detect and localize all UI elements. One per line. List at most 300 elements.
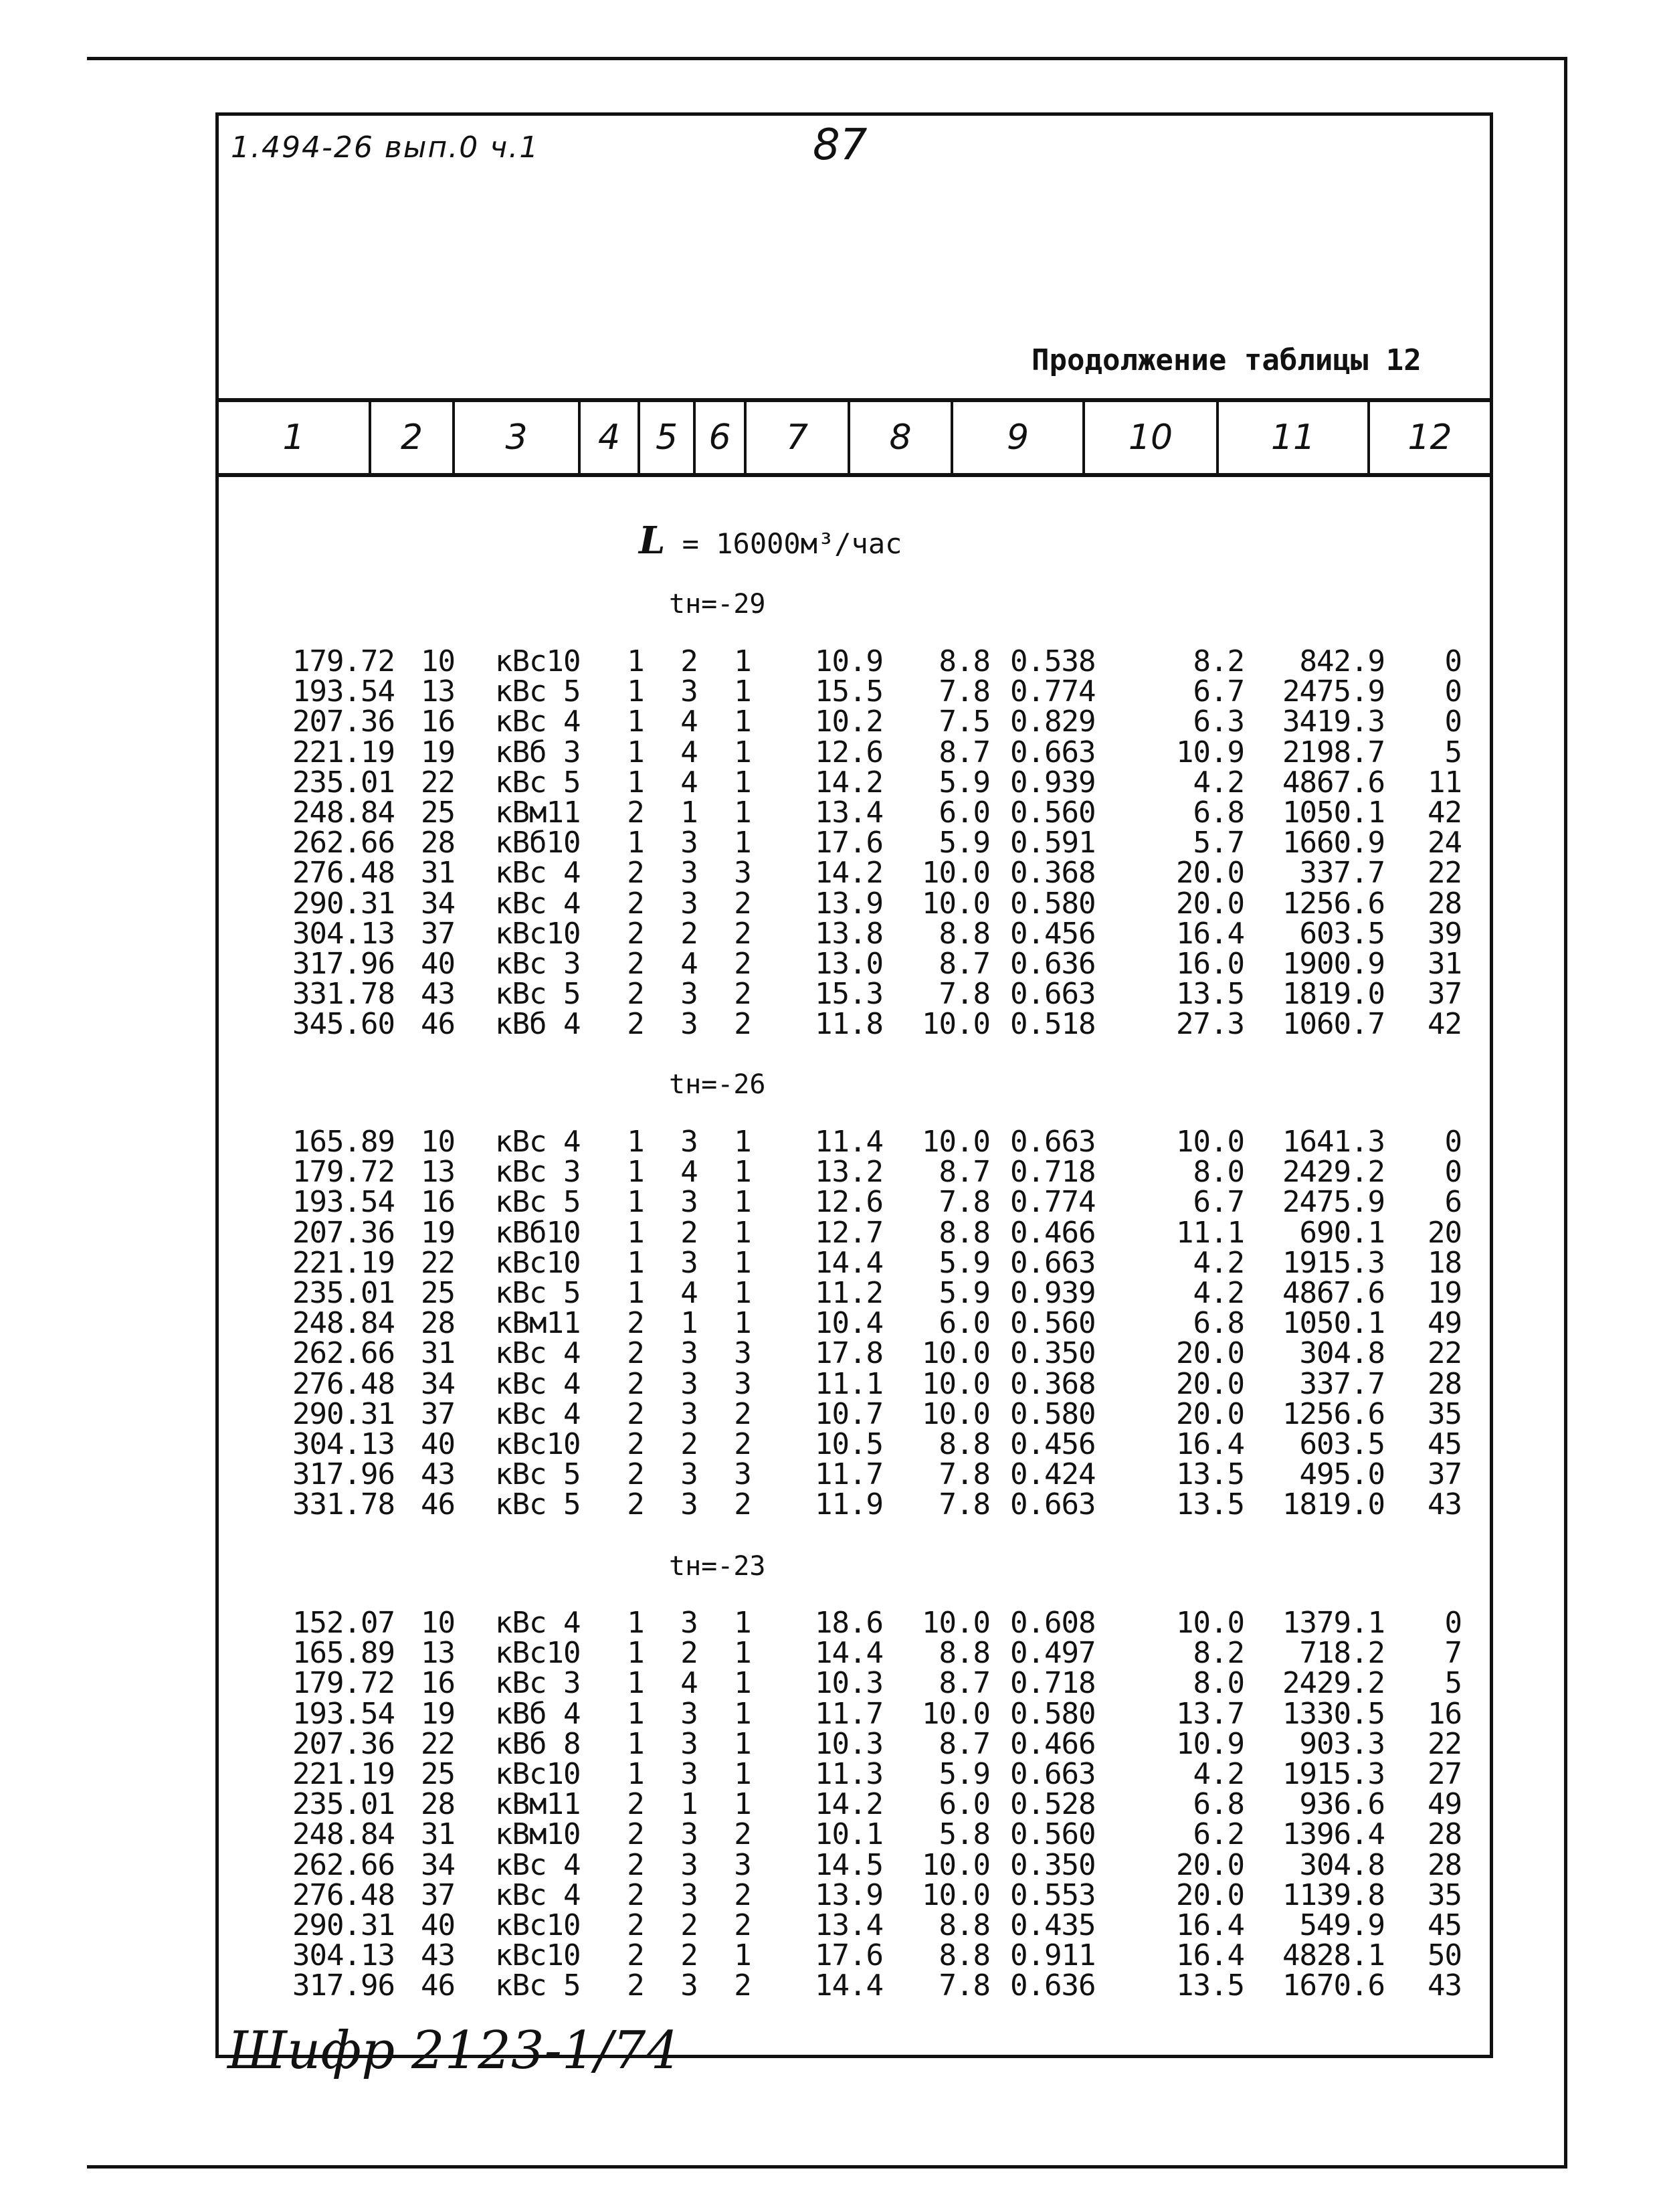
cell-col-3: кВс 4 — [495, 1125, 581, 1159]
cell-col-5: 3 — [680, 1245, 698, 1280]
cell-col-8: 6.0 — [939, 1306, 990, 1341]
cell-col-4: 2 — [627, 1336, 644, 1371]
cell-col-6: 1 — [734, 1757, 751, 1791]
cell-col-2: 10 — [421, 644, 455, 678]
cell-col-6: 1 — [734, 796, 751, 830]
cell-col-1: 276.48 — [292, 1366, 395, 1401]
cell-col-1: 235.01 — [292, 1276, 395, 1310]
cell-col-6: 2 — [734, 1817, 751, 1852]
cell-col-2: 40 — [421, 947, 455, 981]
cell-col-8: 7.8 — [939, 977, 990, 1012]
cell-col-6: 1 — [734, 644, 751, 678]
cell-col-4: 1 — [627, 644, 644, 678]
cell-col-3: кВб 8 — [495, 1726, 581, 1761]
cell-col-6: 3 — [734, 856, 751, 891]
cell-col-1: 193.54 — [292, 1185, 395, 1220]
cell-col-1: 248.84 — [292, 1817, 395, 1852]
cell-col-11: 549.9 — [1299, 1908, 1385, 1942]
cell-col-5: 2 — [680, 1938, 698, 1973]
cell-col-2: 31 — [421, 856, 455, 891]
section-label: tн=-29 — [669, 589, 766, 620]
cell-col-11: 936.6 — [1299, 1787, 1385, 1822]
cell-col-7: 10.9 — [815, 644, 883, 678]
cell-col-7: 14.4 — [815, 1636, 883, 1671]
cell-col-12: 45 — [1428, 1427, 1462, 1461]
cell-col-4: 2 — [627, 1908, 644, 1942]
table-row — [0, 1877, 1659, 1912]
cell-col-5: 3 — [680, 886, 698, 921]
cell-col-8: 7.8 — [939, 1968, 990, 2003]
cell-col-6: 1 — [734, 1787, 751, 1822]
cell-col-2: 16 — [421, 1185, 455, 1220]
table-row — [0, 1007, 1659, 1042]
cell-col-6: 2 — [734, 1396, 751, 1431]
cell-col-11: 1915.3 — [1282, 1245, 1385, 1280]
table-row — [0, 1817, 1659, 1852]
table-row — [0, 856, 1659, 891]
cell-col-2: 34 — [421, 1847, 455, 1882]
cell-col-5: 2 — [680, 1636, 698, 1671]
cell-col-3: кВс10 — [495, 1427, 581, 1461]
cell-col-6: 1 — [734, 826, 751, 860]
cell-col-10: 13.5 — [1176, 1457, 1244, 1492]
cell-col-10: 10.0 — [1176, 1125, 1244, 1159]
cell-col-2: 13 — [421, 674, 455, 709]
cell-col-12: 27 — [1428, 1757, 1462, 1791]
cell-col-7: 13.4 — [815, 796, 883, 830]
cell-col-11: 1060.7 — [1282, 1007, 1385, 1042]
cell-col-7: 17.6 — [815, 826, 883, 860]
cell-col-11: 1396.4 — [1282, 1817, 1385, 1852]
cell-col-11: 1379.1 — [1282, 1606, 1385, 1640]
cell-col-6: 1 — [734, 1666, 751, 1701]
cell-col-1: 165.89 — [292, 1636, 395, 1671]
cell-col-9: 0.636 — [1010, 947, 1096, 981]
cell-col-10: 20.0 — [1176, 1366, 1244, 1401]
cell-col-6: 1 — [734, 1636, 751, 1671]
cell-col-10: 10.9 — [1176, 735, 1244, 769]
cell-col-2: 25 — [421, 796, 455, 830]
cell-col-12: 49 — [1428, 1787, 1462, 1822]
cell-col-10: 4.2 — [1193, 765, 1244, 800]
cell-col-1: 317.96 — [292, 947, 395, 981]
cell-col-9: 0.456 — [1010, 916, 1096, 951]
cell-col-6: 1 — [734, 735, 751, 769]
cell-col-11: 4867.6 — [1282, 1276, 1385, 1310]
cell-col-2: 46 — [421, 1487, 455, 1522]
cell-col-1: 235.01 — [292, 765, 395, 800]
cell-col-11: 2429.2 — [1282, 1666, 1385, 1701]
cell-col-1: 317.96 — [292, 1457, 395, 1492]
cell-col-5: 2 — [680, 644, 698, 678]
cell-col-12: 45 — [1428, 1908, 1462, 1942]
cell-col-5: 2 — [680, 916, 698, 951]
cell-col-9: 0.663 — [1010, 1245, 1096, 1280]
cell-col-3: кВб 4 — [495, 1696, 581, 1731]
cell-col-1: 304.13 — [292, 1938, 395, 1973]
cell-col-8: 5.9 — [939, 826, 990, 860]
cell-col-9: 0.718 — [1010, 1666, 1096, 1701]
cell-col-12: 42 — [1428, 1007, 1462, 1042]
table-row — [0, 646, 1659, 676]
table-row — [0, 1396, 1659, 1431]
cell-col-1: 207.36 — [292, 705, 395, 739]
column-header-10: 10 — [1085, 402, 1219, 473]
section-label: tн=-26 — [669, 1069, 766, 1100]
cell-col-4: 2 — [627, 1968, 644, 2003]
cell-col-1: 331.78 — [292, 977, 395, 1012]
cell-col-8: 5.9 — [939, 1276, 990, 1310]
cell-col-7: 17.6 — [815, 1938, 883, 1973]
continuation-title: Продолжение таблицы 12 — [1032, 343, 1422, 377]
cell-col-12: 22 — [1428, 1726, 1462, 1761]
cell-col-10: 6.7 — [1193, 1185, 1244, 1220]
cell-col-4: 1 — [627, 1276, 644, 1310]
cell-col-11: 903.3 — [1299, 1726, 1385, 1761]
table-row — [0, 1726, 1659, 1761]
cell-col-10: 6.8 — [1193, 1306, 1244, 1341]
cell-col-9: 0.663 — [1010, 735, 1096, 769]
cell-col-3: кВс 4 — [495, 1366, 581, 1401]
table-row — [0, 1847, 1659, 1882]
cell-col-5: 3 — [680, 1726, 698, 1761]
cell-col-3: кВс 3 — [495, 1155, 581, 1190]
cell-col-12: 0 — [1444, 705, 1462, 739]
cell-col-6: 1 — [734, 1155, 751, 1190]
cell-col-6: 2 — [734, 1427, 751, 1461]
cell-col-11: 4867.6 — [1282, 765, 1385, 800]
column-header-12: 12 — [1407, 418, 1452, 458]
cell-col-3: кВб10 — [495, 1215, 581, 1250]
cell-col-4: 2 — [627, 1877, 644, 1912]
cell-col-4: 1 — [627, 826, 644, 860]
cell-col-2: 22 — [421, 765, 455, 800]
column-header-9: 9 — [953, 402, 1085, 473]
column-header-11: 11 — [1219, 402, 1370, 473]
cell-col-6: 1 — [734, 1938, 751, 1973]
cell-col-3: кВс 5 — [495, 1487, 581, 1522]
cell-col-1: 262.66 — [292, 1847, 395, 1882]
cell-col-3: кВс 4 — [495, 856, 581, 891]
cell-col-7: 15.5 — [815, 674, 883, 709]
cell-col-4: 2 — [627, 886, 644, 921]
cell-col-7: 10.7 — [815, 1396, 883, 1431]
cell-col-8: 10.0 — [922, 856, 990, 891]
cell-col-2: 19 — [421, 1215, 455, 1250]
cell-col-9: 0.560 — [1010, 1817, 1096, 1852]
cell-col-10: 20.0 — [1176, 1396, 1244, 1431]
cell-col-9: 0.580 — [1010, 886, 1096, 921]
cell-col-5: 4 — [680, 947, 698, 981]
cell-col-2: 19 — [421, 1696, 455, 1731]
cell-col-5: 3 — [680, 826, 698, 860]
cell-col-9: 0.350 — [1010, 1847, 1096, 1882]
cell-col-3: кВм11 — [495, 796, 581, 830]
cell-col-7: 12.6 — [815, 735, 883, 769]
cell-col-2: 13 — [421, 1636, 455, 1671]
column-header-row — [219, 398, 1490, 477]
cell-col-8: 5.9 — [939, 1245, 990, 1280]
column-header-1: 1 — [219, 402, 371, 473]
table-row — [0, 1787, 1659, 1822]
table-row — [0, 1306, 1659, 1341]
cell-col-2: 37 — [421, 916, 455, 951]
cell-col-2: 13 — [421, 1155, 455, 1190]
cell-col-9: 0.591 — [1010, 826, 1096, 860]
cell-col-5: 4 — [680, 1276, 698, 1310]
cell-col-8: 8.7 — [939, 1666, 990, 1701]
cell-col-1: 331.78 — [292, 1487, 395, 1522]
column-header-2: 2 — [371, 402, 455, 473]
table-row — [0, 828, 1659, 858]
cell-col-8: 10.0 — [922, 1606, 990, 1640]
cell-col-2: 28 — [421, 1787, 455, 1822]
cell-col-5: 3 — [680, 1757, 698, 1791]
cell-col-3: кВс 3 — [495, 947, 581, 981]
cell-col-1: 345.60 — [292, 1007, 395, 1042]
cell-col-3: кВб 4 — [495, 1007, 581, 1042]
cell-col-1: 221.19 — [292, 1757, 395, 1791]
cell-col-5: 3 — [680, 1007, 698, 1042]
cell-col-8: 10.0 — [922, 886, 990, 921]
table-row — [0, 1487, 1659, 1522]
cell-col-9: 0.939 — [1010, 1276, 1096, 1310]
cell-col-7: 15.3 — [815, 977, 883, 1012]
cell-col-12: 39 — [1428, 916, 1462, 951]
cell-col-3: кВс 4 — [495, 886, 581, 921]
table-row — [0, 737, 1659, 767]
cell-col-7: 14.4 — [815, 1245, 883, 1280]
cell-col-6: 1 — [734, 1606, 751, 1640]
cell-col-12: 0 — [1444, 1606, 1462, 1640]
cell-col-5: 3 — [680, 1817, 698, 1852]
cell-col-6: 1 — [734, 1245, 751, 1280]
cell-col-5: 3 — [680, 1366, 698, 1401]
cell-col-10: 4.2 — [1193, 1245, 1244, 1280]
cell-col-5: 1 — [680, 1787, 698, 1822]
cell-col-3: кВс 4 — [495, 1606, 581, 1640]
cell-col-10: 6.7 — [1193, 674, 1244, 709]
cell-col-5: 3 — [680, 1487, 698, 1522]
cell-col-7: 13.2 — [815, 1155, 883, 1190]
table-row — [0, 1759, 1659, 1789]
cell-col-3: кВс10 — [495, 1938, 581, 1973]
cell-col-11: 4828.1 — [1282, 1938, 1385, 1973]
cell-col-3: кВс 5 — [495, 1457, 581, 1492]
cell-col-11: 337.7 — [1299, 856, 1385, 891]
cell-col-11: 1256.6 — [1282, 886, 1385, 921]
cell-col-12: 42 — [1428, 796, 1462, 830]
cell-col-2: 22 — [421, 1726, 455, 1761]
table-row — [0, 949, 1659, 979]
cell-col-9: 0.580 — [1010, 1396, 1096, 1431]
cell-col-2: 25 — [421, 1757, 455, 1791]
cell-col-11: 2475.9 — [1282, 1185, 1385, 1220]
cell-col-1: 221.19 — [292, 735, 395, 769]
flow-label — [639, 519, 902, 563]
cell-col-9: 0.774 — [1010, 1185, 1096, 1220]
cell-col-2: 37 — [421, 1396, 455, 1431]
cell-col-11: 2429.2 — [1282, 1155, 1385, 1190]
cell-col-11: 842.9 — [1299, 644, 1385, 678]
cell-col-12: 0 — [1444, 1125, 1462, 1159]
cell-col-8: 8.8 — [939, 1938, 990, 1973]
cell-col-3: кВс10 — [495, 916, 581, 951]
cell-col-4: 2 — [627, 1847, 644, 1882]
cell-col-7: 14.2 — [815, 1787, 883, 1822]
cell-col-9: 0.528 — [1010, 1787, 1096, 1822]
cell-col-3: кВс10 — [495, 1636, 581, 1671]
cell-col-8: 8.8 — [939, 916, 990, 951]
cell-col-10: 8.0 — [1193, 1666, 1244, 1701]
cell-col-9: 0.538 — [1010, 644, 1096, 678]
cell-col-12: 35 — [1428, 1877, 1462, 1912]
cell-col-9: 0.350 — [1010, 1336, 1096, 1371]
cell-col-12: 28 — [1428, 1817, 1462, 1852]
cell-col-12: 28 — [1428, 1366, 1462, 1401]
column-header-6: 6 — [696, 402, 747, 473]
cell-col-2: 28 — [421, 826, 455, 860]
cell-col-5: 3 — [680, 1606, 698, 1640]
cell-col-11: 1050.1 — [1282, 1306, 1385, 1341]
cell-col-4: 2 — [627, 1007, 644, 1042]
cell-col-8: 8.8 — [939, 644, 990, 678]
cell-col-5: 3 — [680, 1457, 698, 1492]
cell-col-5: 2 — [680, 1908, 698, 1942]
cell-col-12: 49 — [1428, 1306, 1462, 1341]
cell-col-9: 0.580 — [1010, 1696, 1096, 1731]
cell-col-2: 10 — [421, 1606, 455, 1640]
cell-col-2: 10 — [421, 1125, 455, 1159]
cell-col-6: 1 — [734, 1215, 751, 1250]
cell-col-7: 17.8 — [815, 1336, 883, 1371]
cell-col-3: кВс 5 — [495, 1185, 581, 1220]
cell-col-10: 20.0 — [1176, 856, 1244, 891]
footer-signature: Шифр 2123-1/74 — [227, 2021, 680, 2081]
cell-col-11: 1819.0 — [1282, 1487, 1385, 1522]
cell-col-8: 8.8 — [939, 1215, 990, 1250]
cell-col-8: 10.0 — [922, 1125, 990, 1159]
cell-col-10: 10.0 — [1176, 1606, 1244, 1640]
cell-col-3: кВм11 — [495, 1306, 581, 1341]
cell-col-12: 22 — [1428, 856, 1462, 891]
cell-col-5: 3 — [680, 977, 698, 1012]
cell-col-7: 10.1 — [815, 1817, 883, 1852]
cell-col-9: 0.911 — [1010, 1938, 1096, 1973]
cell-col-9: 0.939 — [1010, 765, 1096, 800]
cell-col-6: 1 — [734, 1306, 751, 1341]
cell-col-7: 14.2 — [815, 765, 883, 800]
cell-col-7: 14.2 — [815, 856, 883, 891]
cell-col-8: 6.0 — [939, 796, 990, 830]
cell-col-12: 20 — [1428, 1215, 1462, 1250]
cell-col-4: 2 — [627, 1487, 644, 1522]
cell-col-5: 2 — [680, 1427, 698, 1461]
cell-col-7: 11.7 — [815, 1696, 883, 1731]
cell-col-12: 11 — [1428, 765, 1462, 800]
cell-col-4: 1 — [627, 735, 644, 769]
cell-col-4: 2 — [627, 1817, 644, 1852]
cell-col-11: 1050.1 — [1282, 796, 1385, 830]
cell-col-4: 1 — [627, 1606, 644, 1640]
cell-col-6: 2 — [734, 1877, 751, 1912]
cell-col-4: 2 — [627, 916, 644, 951]
cell-col-10: 6.8 — [1193, 1787, 1244, 1822]
cell-col-7: 11.7 — [815, 1457, 883, 1492]
table-row — [0, 676, 1659, 707]
cell-col-5: 3 — [680, 1696, 698, 1731]
column-header-3: 3 — [455, 402, 581, 473]
cell-col-6: 1 — [734, 1276, 751, 1310]
cell-col-1: 179.72 — [292, 644, 395, 678]
cell-col-6: 2 — [734, 977, 751, 1012]
cell-col-11: 1900.9 — [1282, 947, 1385, 981]
cell-col-8: 8.8 — [939, 1908, 990, 1942]
cell-col-9: 0.456 — [1010, 1427, 1096, 1461]
cell-col-9: 0.663 — [1010, 1125, 1096, 1159]
cell-col-5: 3 — [680, 1396, 698, 1431]
cell-col-2: 46 — [421, 1007, 455, 1042]
cell-col-4: 2 — [627, 1396, 644, 1431]
cell-col-11: 304.8 — [1299, 1336, 1385, 1371]
cell-col-7: 11.9 — [815, 1487, 883, 1522]
cell-col-1: 193.54 — [292, 1696, 395, 1731]
cell-col-1: 207.36 — [292, 1215, 395, 1250]
cell-col-9: 0.663 — [1010, 1757, 1096, 1791]
cell-col-10: 6.3 — [1193, 705, 1244, 739]
table-row — [0, 1429, 1659, 1459]
cell-col-4: 1 — [627, 1757, 644, 1791]
cell-col-4: 1 — [627, 1125, 644, 1159]
cell-col-8: 7.5 — [939, 705, 990, 739]
cell-col-2: 31 — [421, 1336, 455, 1371]
table-row — [0, 1336, 1659, 1371]
cell-col-10: 16.4 — [1176, 1908, 1244, 1942]
cell-col-10: 16.0 — [1176, 947, 1244, 981]
cell-col-12: 35 — [1428, 1396, 1462, 1431]
cell-col-10: 20.0 — [1176, 1877, 1244, 1912]
cell-col-10: 8.2 — [1193, 644, 1244, 678]
cell-col-5: 3 — [680, 1847, 698, 1882]
cell-col-10: 27.3 — [1176, 1007, 1244, 1042]
cell-col-8: 8.7 — [939, 947, 990, 981]
cell-col-1: 290.31 — [292, 886, 395, 921]
cell-col-11: 718.2 — [1299, 1636, 1385, 1671]
cell-col-3: кВс 3 — [495, 1666, 581, 1701]
cell-col-8: 8.8 — [939, 1636, 990, 1671]
cell-col-3: кВс 5 — [495, 674, 581, 709]
table-row — [0, 1278, 1659, 1308]
cell-col-3: кВс 5 — [495, 977, 581, 1012]
cell-col-8: 5.8 — [939, 1817, 990, 1852]
cell-col-12: 22 — [1428, 1336, 1462, 1371]
cell-col-8: 10.0 — [922, 1396, 990, 1431]
cell-col-11: 1915.3 — [1282, 1757, 1385, 1791]
cell-col-10: 8.0 — [1193, 1155, 1244, 1190]
cell-col-6: 1 — [734, 1125, 751, 1159]
cell-col-5: 4 — [680, 765, 698, 800]
cell-col-7: 11.2 — [815, 1276, 883, 1310]
cell-col-8: 5.9 — [939, 1757, 990, 1791]
cell-col-12: 28 — [1428, 1847, 1462, 1882]
cell-col-10: 5.7 — [1193, 826, 1244, 860]
cell-col-2: 19 — [421, 735, 455, 769]
cell-col-8: 7.8 — [939, 674, 990, 709]
cell-col-10: 20.0 — [1176, 886, 1244, 921]
cell-col-12: 50 — [1428, 1938, 1462, 1973]
table-row — [0, 886, 1659, 921]
cell-col-10: 10.9 — [1176, 1726, 1244, 1761]
